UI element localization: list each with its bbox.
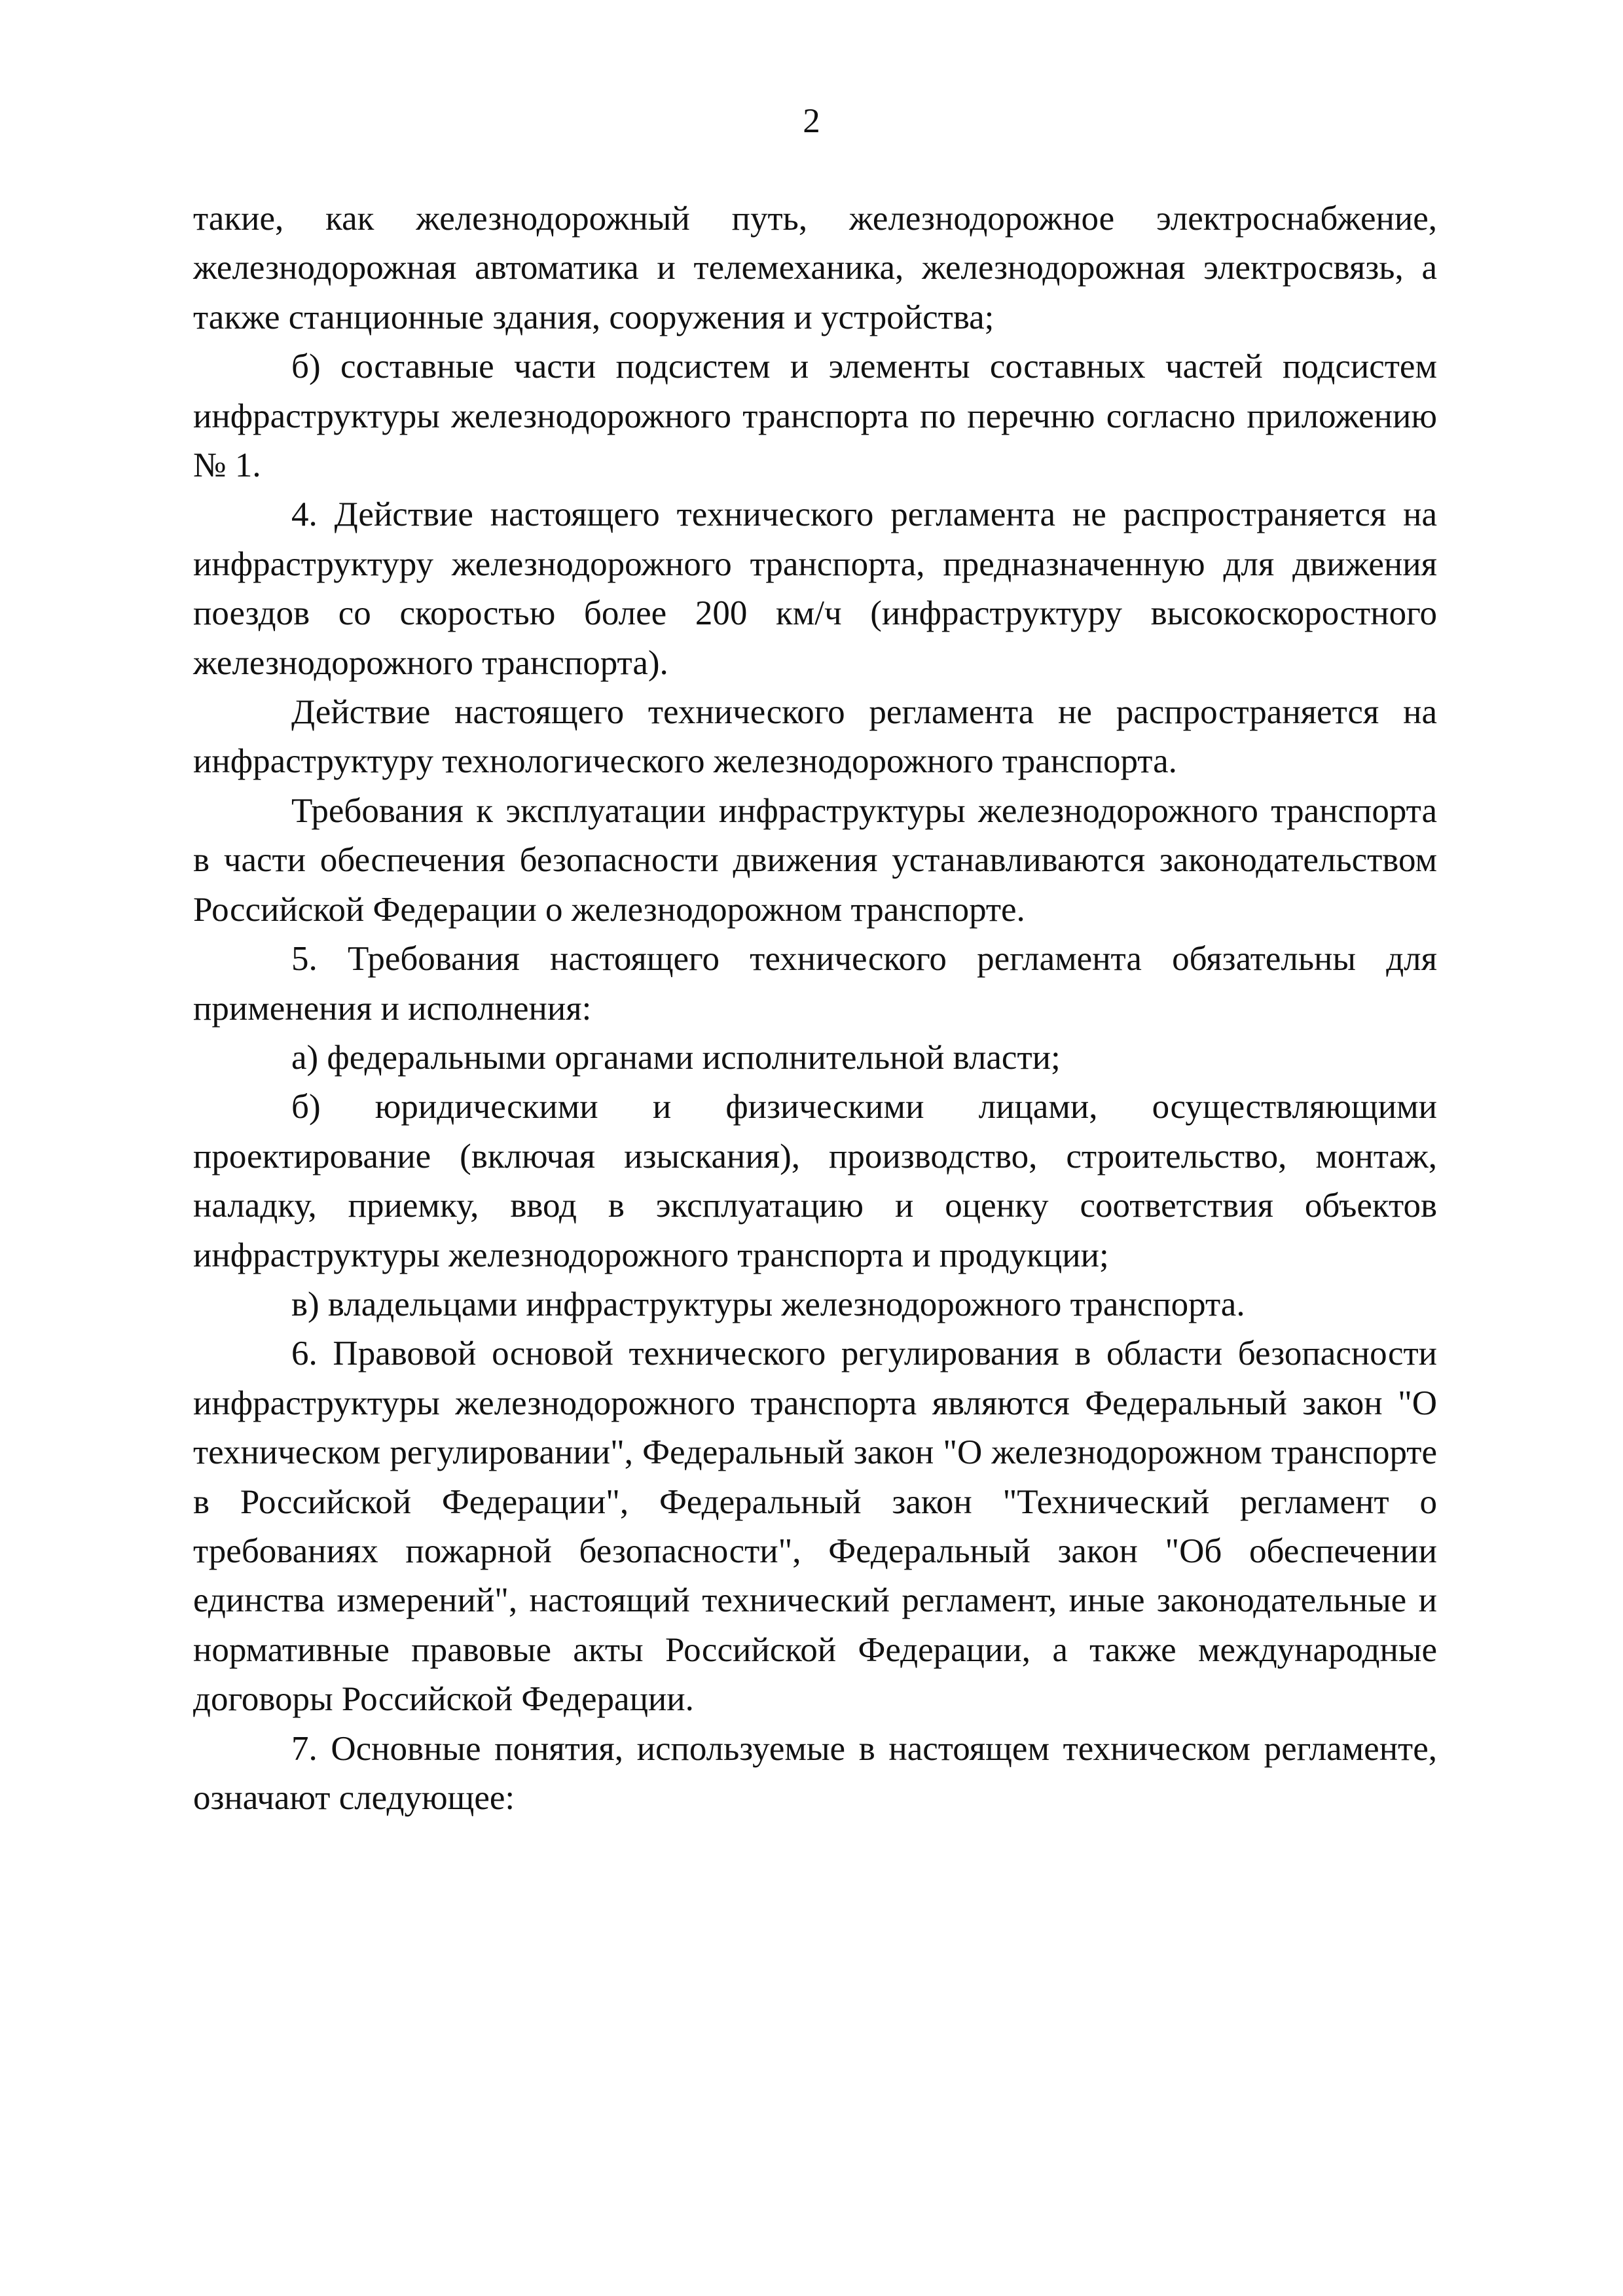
paragraph-technological-transport: Действие настоящего технического регламента не распространяется на инфраструктуру технологического железнодорожного транспорта. bbox=[193, 693, 1437, 781]
paragraph-item-a-federal-bodies: а) федеральными органами исполнительной власти; bbox=[291, 1038, 1061, 1077]
document-body bbox=[193, 194, 1437, 1823]
paragraph-section-6: 6. Правовой основой технического регулирования в области безопасности инфраструктуры железнодорожного транспорта являются Федеральный закон "О техническом регулировании", Федеральный закон "О железнодорожном транспорте в Российской Федерации", Федеральный закон "Технический регламент о требованиях пожарной безопасности", Федеральный закон "Об обеспечении единства измерений", настоящий технический регламент, иные законодательные и нормативные правовые акты Российской Федерации, а также международные договоры Российской Федерации. bbox=[193, 1335, 1437, 1719]
paragraph-continuation: такие, как железнодорожный путь, железнодорожное электроснабжение, железнодорожная автоматика и телемеханика, железнодорожная электросвязь, а также станционные здания, сооружения и устройства; bbox=[193, 200, 1437, 336]
paragraph-item-v-owners: в) владельцами инфраструктуры железнодорожного транспорта. bbox=[291, 1285, 1245, 1323]
page-number: 2 bbox=[803, 102, 820, 140]
paragraph-operation-requirements: Требования к эксплуатации инфраструктуры железнодорожного транспорта в части обеспечения безопасности движения устанавливаются законодательством Российской Федерации о железнодорожном транспорте. bbox=[193, 791, 1437, 929]
paragraph-section-5: 5. Требования настоящего технического регламента обязательны для применения и исполнения: bbox=[193, 940, 1437, 1028]
paragraph-section-4: 4. Действие настоящего технического регламента не распространяется на инфраструктуру железнодорожного транспорта, предназначенную для движения поездов со скоростью более 200 км/ч (инфраструктуру высокоскоростного железнодорожного транспорта). bbox=[193, 495, 1437, 682]
paragraph-item-b-components: б) составные части подсистем и элементы составных частей подсистем инфраструктуры железнодорожного транспорта по перечню согласно приложению № 1. bbox=[193, 348, 1437, 485]
paragraph-section-7: 7. Основные понятия, используемые в настоящем техническом регламенте, означают следующее: bbox=[193, 1729, 1437, 1817]
paragraph-item-b-legal-entities: б) юридическими и физическими лицами, осуществляющими проектирование (включая изыскания), производство, строительство, монтаж, наладку, приемку, ввод в эксплуатацию и оценку соответствия объектов инфраструктуры железнодорожного транспорта и продукции; bbox=[193, 1088, 1437, 1274]
